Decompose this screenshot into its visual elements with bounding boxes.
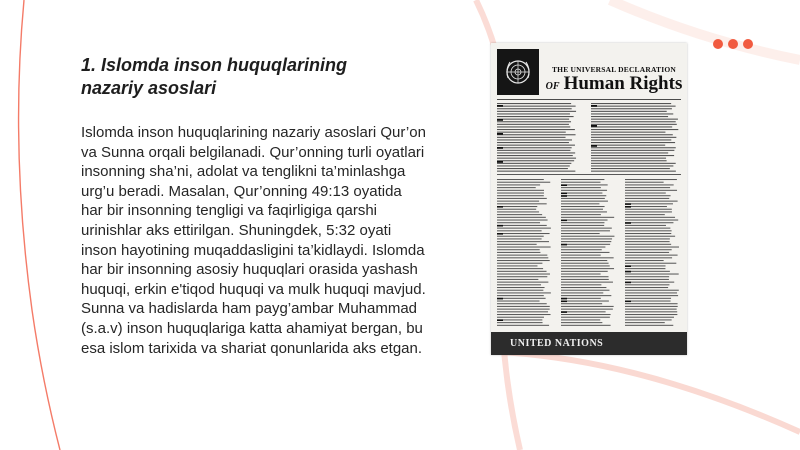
dot-3 [743,39,753,49]
poster-heading-top: THE UNIVERSAL DECLARATION [551,65,677,74]
dot-1 [713,39,723,49]
more-dots-icon [713,39,753,49]
poster-footer: UNITED NATIONS [491,332,687,355]
bottom-right-curve [500,352,800,432]
poster-heading-of: OF [545,81,560,92]
un-emblem-icon [497,49,539,95]
slide-body-text: Islomda inson huquqlarining nazariy asoslari Qur’on va Sunna orqali belgilanadi. Qur’onning turli oyatlari insonning sha’ni, adolat va tenglikni ta’minlashga urg’u beradi. Masalan, Qur’onning 49:13 oyatida har bir insonning tengligi va faqirligiga qarshi urinishlar aks ettirilgan. Shuningdek, 5:32 oyati inson hayotining muqaddasligini ta’kidlaydi. Islomda har bir insonning asosiy huquqlari orasida yashash huquqi, erkin e'tiqod huquqi va mulk huquqi mavjud. Sunna va hadislarda ham payg’ambar Muhammad (s.a.v) inson huquqlariga katta ahamiyat bergan, bu esa islom tarixida va shariat qonunlarida aks etgan. [81,124,426,357]
dot-2 [728,39,738,49]
slide-title: 1. Islomda inson huquqlarining nazariy asoslari [81,55,348,98]
udhr-poster-image [491,43,687,355]
left-edge-curve [19,0,60,450]
poster-text-body [491,99,687,332]
poster-heading-main [543,73,685,95]
poster-heading-human-rights: Human Rights [563,73,683,94]
